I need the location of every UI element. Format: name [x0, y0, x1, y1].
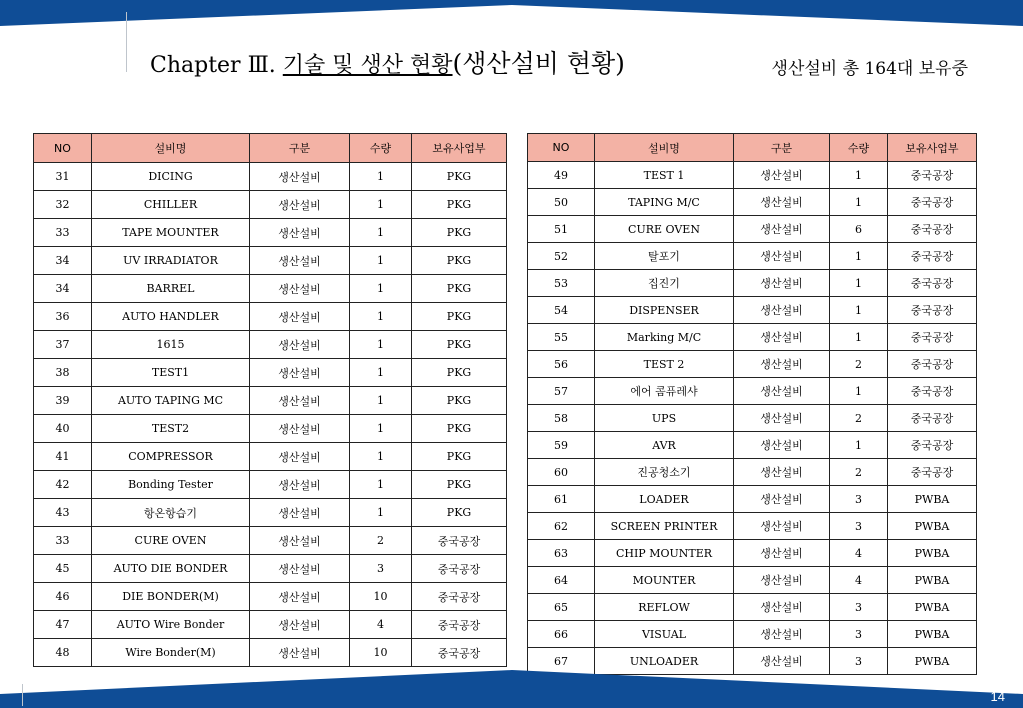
header-row: [34, 134, 507, 163]
cell-quantity: 3: [830, 594, 888, 621]
cell-no: 52: [528, 243, 595, 270]
cell-category: 생산설비: [250, 471, 350, 499]
equipment-table-right: [527, 133, 977, 675]
cell-name: TEST 1: [595, 162, 734, 189]
column-header-name: 설비명: [595, 134, 734, 162]
table-row: [528, 189, 977, 216]
cell-category: 생산설비: [734, 216, 830, 243]
divider-line: [22, 684, 23, 706]
column-header-no: NO: [34, 134, 92, 163]
cell-quantity: 3: [830, 513, 888, 540]
column-header-no: NO: [528, 134, 595, 162]
table-row: [34, 191, 507, 219]
cell-quantity: 1: [830, 324, 888, 351]
cell-quantity: 2: [830, 351, 888, 378]
cell-name: LOADER: [595, 486, 734, 513]
cell-division: PKG: [412, 415, 507, 443]
table-row: [34, 331, 507, 359]
cell-category: 생산설비: [734, 243, 830, 270]
cell-category: 생산설비: [250, 303, 350, 331]
cell-no: 39: [34, 387, 92, 415]
cell-category: 생산설비: [734, 378, 830, 405]
cell-no: 38: [34, 359, 92, 387]
cell-name: DICING: [92, 163, 250, 191]
cell-name: AVR: [595, 432, 734, 459]
cell-category: 생산설비: [250, 415, 350, 443]
cell-no: 46: [34, 583, 92, 611]
table-row: [528, 216, 977, 243]
cell-category: 생산설비: [250, 387, 350, 415]
table-row: [528, 297, 977, 324]
cell-quantity: 3: [830, 621, 888, 648]
cell-no: 60: [528, 459, 595, 486]
cell-no: 51: [528, 216, 595, 243]
cell-category: 생산설비: [250, 247, 350, 275]
cell-category: 생산설비: [734, 621, 830, 648]
cell-quantity: 1: [350, 275, 412, 303]
cell-name: UPS: [595, 405, 734, 432]
title-prefix: Chapter Ⅲ.: [150, 53, 283, 78]
cell-division: PKG: [412, 163, 507, 191]
cell-no: 65: [528, 594, 595, 621]
table-row: [528, 459, 977, 486]
cell-no: 34: [34, 275, 92, 303]
cell-category: 생산설비: [250, 275, 350, 303]
cell-division: 중국공장: [412, 527, 507, 555]
cell-name: DISPENSER: [595, 297, 734, 324]
table-row: [528, 540, 977, 567]
cell-quantity: 4: [830, 567, 888, 594]
cell-category: 생산설비: [734, 648, 830, 675]
cell-division: PKG: [412, 499, 507, 527]
cell-category: 생산설비: [734, 351, 830, 378]
cell-division: PKG: [412, 275, 507, 303]
table-row: [34, 499, 507, 527]
cell-division: PKG: [412, 443, 507, 471]
cell-no: 36: [34, 303, 92, 331]
cell-name: AUTO DIE BONDER: [92, 555, 250, 583]
table-row: [528, 405, 977, 432]
cell-name: COMPRESSOR: [92, 443, 250, 471]
cell-name: CURE OVEN: [595, 216, 734, 243]
page-title: [150, 44, 625, 80]
cell-name: CHILLER: [92, 191, 250, 219]
table-row: [34, 555, 507, 583]
cell-category: 생산설비: [734, 513, 830, 540]
cell-name: VISUAL: [595, 621, 734, 648]
cell-name: TAPING M/C: [595, 189, 734, 216]
cell-quantity: 3: [350, 555, 412, 583]
cell-no: 33: [34, 219, 92, 247]
table-row: [34, 583, 507, 611]
cell-name: BARREL: [92, 275, 250, 303]
cell-no: 54: [528, 297, 595, 324]
cell-quantity: 1: [830, 189, 888, 216]
cell-division: PWBA: [888, 648, 977, 675]
cell-no: 66: [528, 621, 595, 648]
column-header-category: 구분: [734, 134, 830, 162]
cell-quantity: 1: [350, 359, 412, 387]
cell-no: 32: [34, 191, 92, 219]
table-row: [34, 611, 507, 639]
cell-category: 생산설비: [734, 594, 830, 621]
cell-name: 집진기: [595, 270, 734, 297]
cell-division: 중국공장: [412, 611, 507, 639]
cell-quantity: 2: [350, 527, 412, 555]
table-row: [34, 471, 507, 499]
cell-name: 에어 콤퓨레샤: [595, 378, 734, 405]
cell-name: UV IRRADIATOR: [92, 247, 250, 275]
cell-no: 37: [34, 331, 92, 359]
cell-division: 중국공장: [888, 351, 977, 378]
cell-division: 중국공장: [888, 459, 977, 486]
cell-quantity: 1: [350, 443, 412, 471]
cell-no: 45: [34, 555, 92, 583]
equipment-total-note: 생산설비 총 164대 보유중: [771, 59, 968, 79]
header-row: [528, 134, 977, 162]
cell-name: AUTO Wire Bonder: [92, 611, 250, 639]
cell-no: 62: [528, 513, 595, 540]
cell-division: PKG: [412, 331, 507, 359]
cell-category: 생산설비: [734, 405, 830, 432]
cell-no: 34: [34, 247, 92, 275]
cell-quantity: 3: [830, 648, 888, 675]
cell-division: PKG: [412, 219, 507, 247]
cell-name: 진공청소기: [595, 459, 734, 486]
cell-category: 생산설비: [734, 297, 830, 324]
cell-category: 생산설비: [734, 189, 830, 216]
cell-no: 48: [34, 639, 92, 667]
table-row: [34, 219, 507, 247]
table-body: [34, 163, 507, 667]
cell-quantity: 1: [350, 303, 412, 331]
cell-division: 중국공장: [412, 555, 507, 583]
cell-quantity: 3: [830, 486, 888, 513]
cell-division: 중국공장: [412, 583, 507, 611]
table-row: [528, 351, 977, 378]
cell-quantity: 2: [830, 459, 888, 486]
cell-division: 중국공장: [888, 324, 977, 351]
cell-no: 59: [528, 432, 595, 459]
cell-no: 42: [34, 471, 92, 499]
cell-name: DIE BONDER(M): [92, 583, 250, 611]
cell-name: 항온항습기: [92, 499, 250, 527]
table-row: [34, 387, 507, 415]
cell-category: 생산설비: [734, 486, 830, 513]
table-row: [34, 639, 507, 667]
cell-name: 탈포기: [595, 243, 734, 270]
table-row: [34, 163, 507, 191]
cell-division: PKG: [412, 359, 507, 387]
cell-no: 40: [34, 415, 92, 443]
cell-quantity: 6: [830, 216, 888, 243]
table-row: [528, 324, 977, 351]
cell-no: 56: [528, 351, 595, 378]
cell-name: TEST1: [92, 359, 250, 387]
cell-quantity: 10: [350, 583, 412, 611]
cell-name: CHIP MOUNTER: [595, 540, 734, 567]
table-row: [528, 567, 977, 594]
table-body: [528, 162, 977, 675]
cell-name: SCREEN PRINTER: [595, 513, 734, 540]
cell-quantity: 4: [350, 611, 412, 639]
column-header-name: 설비명: [92, 134, 250, 163]
divider-line: [126, 12, 127, 72]
cell-name: TEST2: [92, 415, 250, 443]
cell-division: 중국공장: [888, 432, 977, 459]
cell-division: 중국공장: [888, 270, 977, 297]
cell-division: PWBA: [888, 621, 977, 648]
table-row: [528, 486, 977, 513]
cell-no: 58: [528, 405, 595, 432]
column-header-division: 보유사업부: [412, 134, 507, 163]
cell-no: 53: [528, 270, 595, 297]
cell-quantity: 1: [830, 378, 888, 405]
cell-no: 64: [528, 567, 595, 594]
cell-quantity: 1: [350, 415, 412, 443]
cell-category: 생산설비: [250, 527, 350, 555]
cell-name: TEST 2: [595, 351, 734, 378]
cell-no: 33: [34, 527, 92, 555]
cell-no: 43: [34, 499, 92, 527]
cell-division: PWBA: [888, 594, 977, 621]
cell-category: 생산설비: [250, 555, 350, 583]
cell-division: PKG: [412, 387, 507, 415]
cell-quantity: 4: [830, 540, 888, 567]
cell-no: 31: [34, 163, 92, 191]
cell-division: 중국공장: [888, 297, 977, 324]
cell-quantity: 1: [830, 243, 888, 270]
cell-quantity: 1: [350, 331, 412, 359]
cell-quantity: 1: [350, 471, 412, 499]
cell-no: 49: [528, 162, 595, 189]
cell-quantity: 1: [830, 297, 888, 324]
table-row: [528, 378, 977, 405]
table-row: [34, 527, 507, 555]
cell-division: PKG: [412, 247, 507, 275]
cell-category: 생산설비: [250, 191, 350, 219]
cell-name: TAPE MOUNTER: [92, 219, 250, 247]
cell-category: 생산설비: [734, 459, 830, 486]
cell-quantity: 1: [350, 219, 412, 247]
cell-quantity: 1: [350, 499, 412, 527]
cell-division: PKG: [412, 191, 507, 219]
cell-category: 생산설비: [250, 583, 350, 611]
cell-division: PKG: [412, 303, 507, 331]
top-decor-band: [0, 0, 1023, 32]
cell-no: 57: [528, 378, 595, 405]
cell-division: 중국공장: [888, 216, 977, 243]
cell-division: 중국공장: [888, 162, 977, 189]
table-header: [528, 134, 977, 162]
cell-quantity: 1: [350, 163, 412, 191]
cell-division: 중국공장: [888, 243, 977, 270]
cell-category: 생산설비: [250, 219, 350, 247]
cell-quantity: 1: [830, 432, 888, 459]
table-row: [34, 247, 507, 275]
cell-name: UNLOADER: [595, 648, 734, 675]
cell-no: 41: [34, 443, 92, 471]
cell-category: 생산설비: [734, 162, 830, 189]
cell-quantity: 2: [830, 405, 888, 432]
cell-division: PKG: [412, 471, 507, 499]
cell-category: 생산설비: [734, 432, 830, 459]
cell-name: AUTO TAPING MC: [92, 387, 250, 415]
cell-category: 생산설비: [734, 324, 830, 351]
table-row: [528, 432, 977, 459]
cell-no: 50: [528, 189, 595, 216]
column-header-category: 구분: [250, 134, 350, 163]
title-parenthetical: (생산설비 현황): [452, 49, 625, 78]
cell-division: 중국공장: [888, 189, 977, 216]
cell-division: PWBA: [888, 540, 977, 567]
cell-name: AUTO HANDLER: [92, 303, 250, 331]
cell-name: Marking M/C: [595, 324, 734, 351]
table-row: [528, 162, 977, 189]
cell-category: 생산설비: [250, 499, 350, 527]
cell-quantity: 1: [350, 387, 412, 415]
cell-name: Wire Bonder(M): [92, 639, 250, 667]
column-header-quantity: 수량: [350, 134, 412, 163]
cell-quantity: 10: [350, 639, 412, 667]
cell-category: 생산설비: [250, 331, 350, 359]
cell-category: 생산설비: [250, 639, 350, 667]
bottom-decor-band: [0, 668, 1023, 708]
table-row: [34, 415, 507, 443]
cell-division: 중국공장: [412, 639, 507, 667]
table-row: [528, 243, 977, 270]
cell-division: PWBA: [888, 513, 977, 540]
page-number: 14: [990, 689, 1005, 704]
cell-division: PWBA: [888, 567, 977, 594]
cell-quantity: 1: [350, 247, 412, 275]
title-underlined: 기술 및 생산 현황: [282, 53, 453, 78]
cell-no: 67: [528, 648, 595, 675]
cell-name: REFLOW: [595, 594, 734, 621]
table-row: [528, 594, 977, 621]
cell-no: 61: [528, 486, 595, 513]
cell-quantity: 1: [830, 162, 888, 189]
table-row: [528, 270, 977, 297]
cell-name: CURE OVEN: [92, 527, 250, 555]
cell-division: 중국공장: [888, 378, 977, 405]
cell-no: 55: [528, 324, 595, 351]
cell-no: 47: [34, 611, 92, 639]
cell-category: 생산설비: [250, 611, 350, 639]
cell-no: 63: [528, 540, 595, 567]
table-row: [34, 303, 507, 331]
column-header-division: 보유사업부: [888, 134, 977, 162]
cell-category: 생산설비: [734, 270, 830, 297]
cell-category: 생산설비: [250, 359, 350, 387]
cell-division: PWBA: [888, 486, 977, 513]
equipment-table-left: [33, 133, 507, 667]
cell-quantity: 1: [830, 270, 888, 297]
table-header: [34, 134, 507, 163]
table-row: [34, 443, 507, 471]
cell-name: 1615: [92, 331, 250, 359]
cell-category: 생산설비: [250, 163, 350, 191]
table-row: [528, 621, 977, 648]
cell-category: 생산설비: [734, 567, 830, 594]
table-row: [34, 359, 507, 387]
cell-division: 중국공장: [888, 405, 977, 432]
table-row: [528, 513, 977, 540]
cell-category: 생산설비: [734, 540, 830, 567]
column-header-quantity: 수량: [830, 134, 888, 162]
cell-name: MOUNTER: [595, 567, 734, 594]
cell-category: 생산설비: [250, 443, 350, 471]
cell-quantity: 1: [350, 191, 412, 219]
table-row: [34, 275, 507, 303]
cell-name: Bonding Tester: [92, 471, 250, 499]
